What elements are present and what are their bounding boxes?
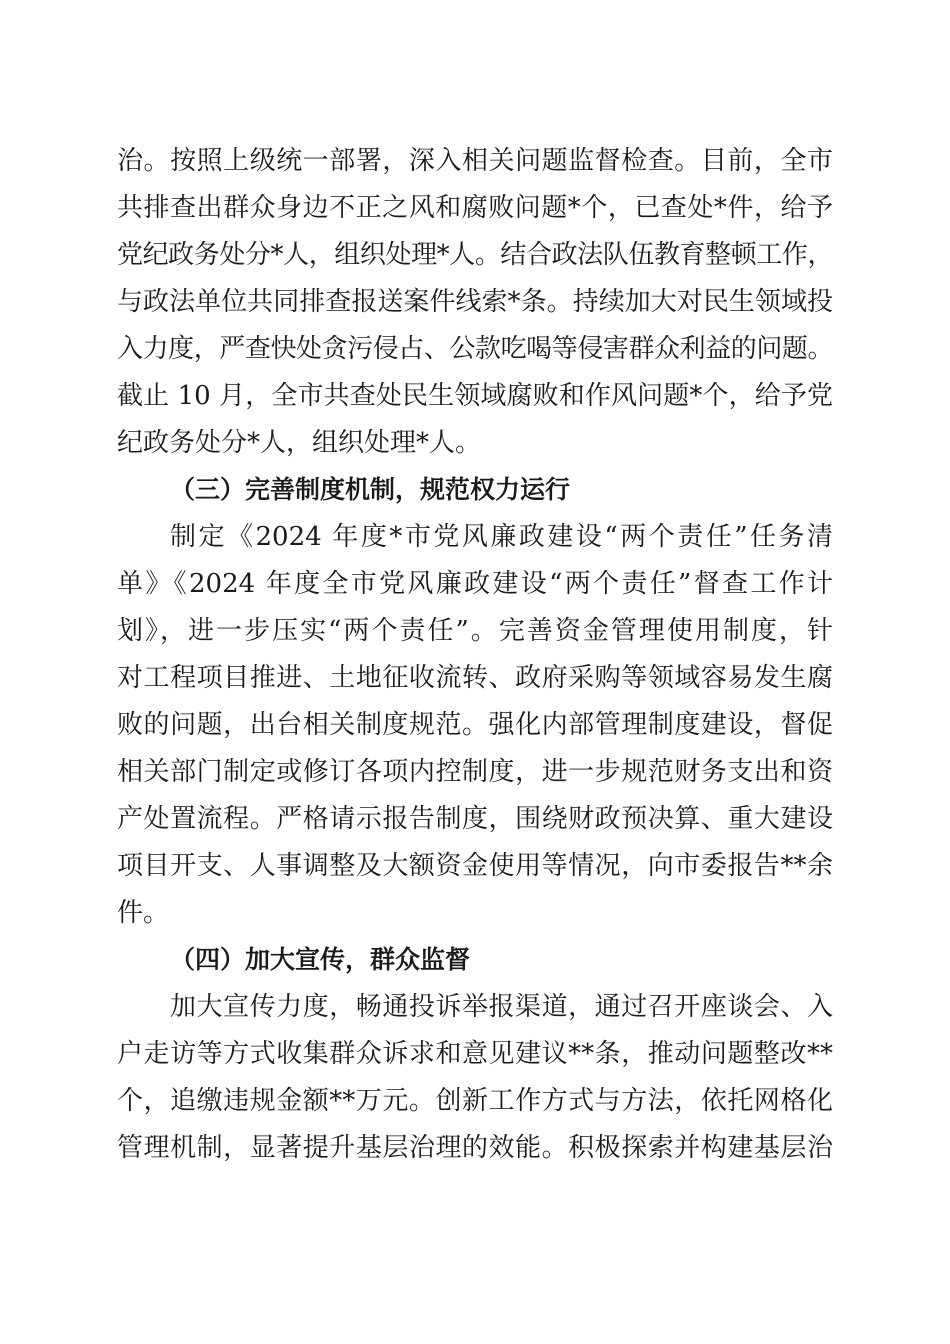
paragraph-3-line: 管理机制，显著提升基层治理的效能。积极探索并构建基层治 xyxy=(117,1133,833,1163)
paragraph-1-line: 截止 10 月，全市共查处民生领域腐败和作风问题*个，给予党 xyxy=(117,381,833,411)
paragraph-1-line: 纪政务处分*人，组织处理*人。 xyxy=(117,428,482,458)
paragraph-1-line: 党纪政务处分*人，组织处理*人。结合政法队伍教育整顿工作， xyxy=(117,240,833,270)
paragraph-2-line: 产处置流程。严格请示报告制度，围绕财政预决算、重大建设 xyxy=(117,804,833,834)
paragraph-2-line: 败的问题，出台相关制度规范。强化内部管理制度建设，督促 xyxy=(117,710,833,740)
paragraph-3-line: 户走访等方式收集群众诉求和意见建议**条，推动问题整改** xyxy=(117,1039,833,1069)
paragraph-3-line: 加大宣传力度，畅通投诉举报渠道，通过召开座谈会、入 xyxy=(170,992,833,1022)
paragraph-2-line: 划》，进一步压实“两个责任”。完善资金管理使用制度，针 xyxy=(117,616,833,646)
paragraph-2-line: 项目开支、人事调整及大额资金使用等情况，向市委报告**余 xyxy=(117,851,833,881)
paragraph-2-line: 相关部门制定或修订各项内控制度，进一步规范财务支出和资 xyxy=(117,757,833,787)
section-heading-3: （三）完善制度机制，规范权力运行 xyxy=(170,475,571,504)
paragraph-1-line: 治。按照上级统一部署，深入相关问题监督检查。目前，全市 xyxy=(117,146,833,176)
paragraph-3-line: 个，追缴违规金额**万元。创新工作方式与方法，依托网格化 xyxy=(117,1086,833,1116)
paragraph-2-line: 制定《2024 年度*市党风廉政建设“两个责任”任务清 xyxy=(170,522,833,552)
section-heading-4: （四）加大宣传，群众监督 xyxy=(170,945,471,974)
paragraph-1-line: 与政法单位共同排查报送案件线索*条。持续加大对民生领域投 xyxy=(117,287,833,317)
paragraph-1-line: 共排查出群众身边不正之风和腐败问题*个，已查处*件，给予 xyxy=(117,193,833,223)
paragraph-2-line: 件。 xyxy=(117,898,170,928)
paragraph-2-line: 对工程项目推进、土地征收流转、政府采购等领域容易发生腐 xyxy=(117,663,833,693)
paragraph-1-line: 入力度，严查快处贪污侵占、公款吃喝等侵害群众利益的问题。 xyxy=(117,334,833,364)
paragraph-2-line: 单》《2024 年度全市党风廉政建设“两个责任”督查工作计 xyxy=(117,569,833,599)
